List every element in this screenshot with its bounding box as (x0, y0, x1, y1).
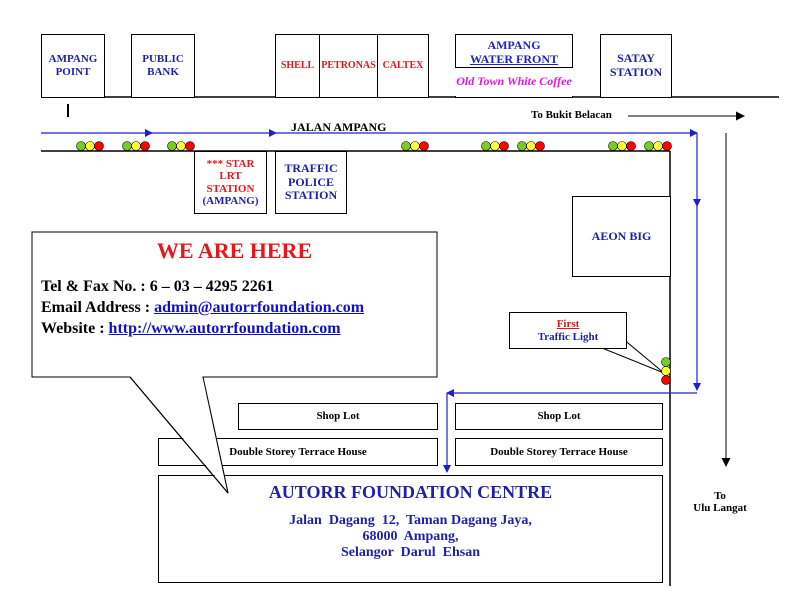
centre-name: AUTORR FOUNDATION CENTRE (268, 482, 553, 502)
first-traffic-light-callout (509, 312, 627, 349)
info-email-link[interactable]: admin@autorrfoundation.com (154, 299, 365, 316)
traffic-light-7 (609, 142, 636, 151)
building-petronas (319, 34, 378, 98)
callout-first: First (556, 317, 580, 330)
satay-station-line1: SATAY (617, 51, 655, 66)
terrace-left-label: Double Storey Terrace House (229, 445, 367, 458)
traffic-light-1 (77, 142, 104, 151)
old-town-label: Old Town White Coffee (456, 74, 572, 88)
road-label-to-ulu-langat (688, 490, 752, 514)
callout-pointer-2 (622, 338, 664, 373)
building-lrt-station (194, 151, 267, 214)
shop-lot-right-label: Shop Lot (537, 410, 581, 423)
lrt-line1: *** STAR (206, 158, 255, 171)
shop-lot-right (455, 403, 663, 430)
shop-lot-left (238, 403, 438, 430)
aeon-big-label: AEON BIG (591, 228, 652, 243)
building-shell (275, 34, 320, 98)
ampang-waterfront-line1[interactable]: AMPANG (487, 38, 541, 52)
terrace-house-left (158, 438, 438, 466)
lrt-line3: STATION (206, 182, 255, 195)
callout-pointer (602, 348, 664, 373)
traffic-light-5 (482, 142, 509, 151)
shell-label: SHELL (280, 60, 315, 72)
road-label-to-bukit-belacan: To Bukit Belacan (531, 109, 612, 121)
traffic-police-line2: POLICE (287, 174, 334, 189)
public-bank-line1: PUBLIC (142, 53, 184, 66)
petronas-label: PETRONAS (321, 60, 376, 72)
caltex-label: CALTEX (382, 60, 424, 72)
info-email-label: Email Address : (41, 299, 155, 316)
traffic-light-6 (518, 142, 545, 151)
ampang-waterfront-line2[interactable]: WATER FRONT (469, 51, 559, 66)
lrt-line4: (AMPANG) (202, 194, 259, 207)
traffic-light-3 (168, 142, 195, 151)
ulu-langat-line1: To (714, 490, 726, 502)
centre-address-line3: Selangor Darul Ehsan (341, 544, 480, 560)
traffic-police-line3: STATION (284, 188, 338, 203)
info-email-row (41, 299, 364, 317)
building-traffic-police (275, 151, 347, 214)
shop-lot-left-label: Shop Lot (316, 410, 360, 423)
info-heading: WE ARE HERE (156, 238, 313, 263)
traffic-light-2 (123, 142, 150, 151)
building-public-bank (131, 34, 195, 98)
traffic-light-first (662, 358, 671, 385)
centre-address-line2: 68000 Ampang, (362, 528, 459, 544)
centre-address-line1: Jalan Dagang 12, Taman Dagang Jaya, (289, 512, 532, 528)
info-tel: Tel & Fax No. : 6 – 03 – 4295 2261 (41, 278, 274, 295)
building-ampang-point (41, 34, 105, 98)
info-website-link[interactable]: http://www.autorrfoundation.com (108, 320, 341, 337)
traffic-light-8 (645, 142, 672, 151)
road-label-jalan-ampang: JALAN AMPANG (291, 120, 387, 134)
building-aeon-big (572, 196, 671, 277)
info-website-label: Website : (41, 320, 109, 337)
public-bank-line2: BANK (147, 66, 179, 78)
traffic-light-4 (402, 142, 429, 151)
building-satay-station (600, 34, 672, 98)
terrace-right-label: Double Storey Terrace House (490, 445, 628, 458)
terrace-house-right (455, 438, 663, 466)
lrt-line2: LRT (219, 170, 242, 183)
traffic-police-line1: TRAFFIC (284, 160, 338, 175)
building-caltex (377, 34, 429, 98)
ampang-point-line2: POINT (55, 66, 91, 78)
autorr-foundation-centre (158, 475, 663, 583)
info-website-row (41, 320, 341, 338)
ulu-langat-line2: Ulu Langat (693, 502, 747, 515)
satay-station-line2: STATION (609, 65, 663, 79)
callout-traffic-light: Traffic Light (537, 330, 599, 343)
ampang-point-line1: AMPANG (48, 53, 98, 66)
